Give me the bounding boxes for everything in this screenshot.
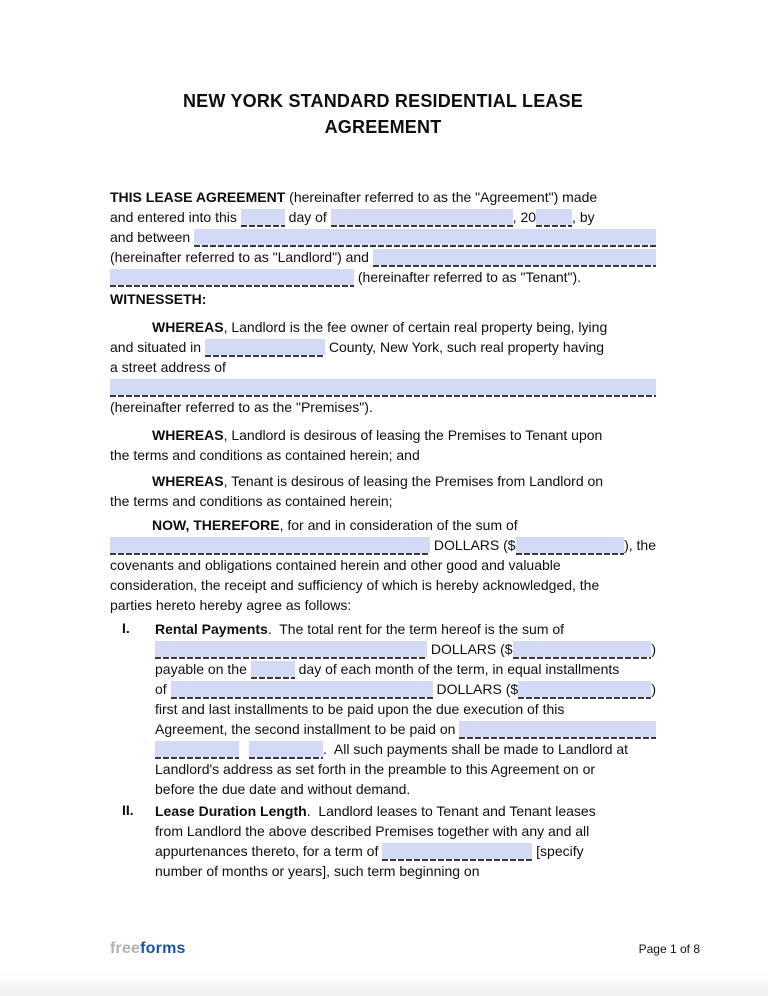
text-line (110, 376, 656, 396)
section-number: I. (122, 620, 130, 636)
text-line (110, 594, 656, 614)
text-run: . All such payments shall be made to Landlord at (323, 741, 629, 757)
text-run: (hereinafter referred to as the "Agreement") made (285, 189, 598, 205)
freeforms-logo (110, 940, 186, 958)
text-line (155, 678, 656, 698)
text-line (155, 758, 656, 778)
text-run: , 20 (512, 209, 537, 225)
text-run: and situated in (110, 339, 205, 355)
section-body (155, 618, 656, 798)
text-run: and between (110, 229, 195, 245)
text-line (110, 534, 656, 554)
text-run-bold: WHEREAS (152, 473, 224, 489)
text-run-bold: Rental Payments (155, 621, 268, 637)
text-run-bold: NOW, THEREFORE (152, 517, 280, 533)
text-run: ) (651, 641, 656, 657)
document-title-line-1: NEW YORK STANDARD RESIDENTIAL LEASE (182, 91, 584, 111)
document-title (110, 88, 656, 140)
text-line (110, 490, 656, 510)
text-line (155, 820, 656, 840)
now-therefore (110, 514, 656, 614)
text-run-bold: Lease Duration Length (155, 803, 307, 819)
text-run: DOLLARS ($ (432, 681, 519, 697)
text-line (110, 336, 656, 356)
document-title-line-2: AGREEMENT (324, 117, 442, 137)
text-line (110, 186, 656, 206)
text-run: [specify (532, 843, 584, 859)
text-line (110, 396, 656, 416)
opening-paragraph (110, 186, 656, 286)
text-run: the terms and conditions as contained herein; (110, 493, 393, 509)
text-run: , Tenant is desirous of leasing the Premises from Landlord on (223, 473, 604, 489)
text-line (110, 266, 656, 286)
text-run: , by (572, 209, 595, 225)
form-field-blank[interactable] (382, 843, 532, 859)
text-run: DOLLARS ($ (430, 537, 516, 553)
text-run: consideration, the receipt and sufficiency of which is hereby acknowledged, the (110, 577, 600, 593)
form-field-blank[interactable] (518, 681, 651, 697)
brand-free-text: free (110, 940, 141, 957)
indent-spacer (239, 757, 249, 758)
text-run-bold: WHEREAS (152, 427, 224, 443)
text-run: DOLLARS ($ (427, 641, 513, 657)
text-run: number of months or years], such term beginning on (155, 863, 480, 879)
text-line (110, 206, 656, 226)
text-run: . Landlord leases to Tenant and Tenant leases (306, 803, 596, 819)
text-run: parties hereto hereby agree as follows: (110, 597, 352, 613)
text-run: appurtenances thereto, for a term of (155, 843, 383, 859)
text-run: Landlord's address as set forth in the preamble to this Agreement on or (155, 761, 596, 777)
text-run: ), the (624, 537, 656, 553)
text-run: County, New York, such real property having (324, 339, 605, 355)
section-rental-payments (110, 618, 656, 798)
form-field-blank[interactable] (155, 741, 239, 757)
text-run: the terms and conditions as contained herein; and (110, 447, 420, 463)
text-line (155, 698, 656, 718)
text-line (110, 424, 656, 444)
text-line (110, 514, 656, 534)
text-line (155, 860, 656, 880)
text-run: day of (284, 209, 331, 225)
form-field-blank[interactable] (194, 229, 656, 245)
text-line (110, 316, 656, 336)
text-line (155, 800, 656, 820)
text-line (110, 444, 656, 464)
text-run: . The total rent for the term hereof is the sum of (267, 621, 565, 637)
text-run: from Landlord the above described Premises together with any and all (155, 823, 590, 839)
form-field-blank[interactable] (251, 661, 295, 677)
text-run: (hereinafter referred to as "Tenant"). (354, 269, 582, 285)
text-run: ) (651, 681, 656, 697)
text-run: (hereinafter referred to as "Landlord") and (110, 249, 373, 265)
form-field-blank[interactable] (513, 641, 652, 657)
section-body (155, 800, 656, 880)
form-field-blank[interactable] (110, 269, 354, 285)
page-bottom-edge (0, 972, 768, 996)
form-field-blank[interactable] (516, 537, 625, 553)
whereas-tenant-leasing (110, 470, 656, 510)
brand-forms-text: forms (140, 940, 186, 957)
indent-spacer (110, 489, 152, 490)
text-line (110, 356, 656, 376)
page-footer (110, 940, 700, 958)
indent-spacer (110, 335, 152, 336)
section-number: II. (122, 802, 134, 818)
text-run: (hereinafter referred to as the "Premises"). (110, 399, 373, 415)
text-run-bold: WHEREAS (152, 319, 224, 335)
form-field-blank[interactable] (459, 721, 656, 737)
text-run: before the due date and without demand. (155, 781, 411, 797)
text-run: , for and in consideration of the sum of (279, 517, 518, 533)
text-line (110, 288, 656, 308)
text-run: , Landlord is the fee owner of certain real property being, lying (223, 319, 608, 335)
text-line (110, 554, 656, 574)
section-lease-duration (110, 800, 656, 880)
text-run-bold: WITNESSETH: (110, 291, 207, 307)
form-field-blank[interactable] (205, 339, 325, 355)
text-line (155, 718, 656, 738)
text-run: covenants and obligations contained herein and other good and valuable (110, 557, 561, 573)
text-run: , Landlord is desirous of leasing the Premises to Tenant upon (223, 427, 603, 443)
text-line (155, 638, 656, 658)
text-line (110, 246, 656, 266)
form-field-blank[interactable] (331, 209, 513, 225)
text-line (110, 574, 656, 594)
text-line (155, 658, 656, 678)
whereas-landlord-leasing (110, 424, 656, 464)
form-field-blank[interactable] (249, 741, 323, 757)
indent-spacer (110, 443, 152, 444)
form-field-blank[interactable] (110, 537, 430, 553)
form-field-blank[interactable] (536, 209, 572, 225)
text-run: day of each month of the term, in equal installments (294, 661, 620, 677)
text-run: of (155, 681, 171, 697)
page-indicator: Page 1 of 8 (638, 942, 700, 956)
text-run: and entered into this (110, 209, 241, 225)
whereas-fee-owner (110, 316, 656, 416)
document-body (110, 0, 656, 880)
text-line (110, 226, 656, 246)
text-run: a street address of (110, 359, 226, 375)
text-run: first and last installments to be paid upon the due execution of this (155, 701, 565, 717)
form-field-blank[interactable] (373, 249, 656, 265)
text-line (155, 840, 656, 860)
text-line (155, 778, 656, 798)
text-run: payable on the (155, 661, 251, 677)
form-field-blank[interactable] (155, 641, 427, 657)
form-field-blank[interactable] (171, 681, 433, 697)
form-field-blank[interactable] (241, 209, 285, 225)
indent-spacer (110, 533, 152, 534)
witnesseth-heading (110, 288, 656, 308)
form-field-blank[interactable] (110, 379, 656, 395)
text-line (110, 470, 656, 490)
text-run-bold: THIS LEASE AGREEMENT (110, 189, 286, 205)
text-line (155, 618, 656, 638)
text-run: Agreement, the second installment to be paid on (155, 721, 460, 737)
text-line (155, 738, 656, 758)
